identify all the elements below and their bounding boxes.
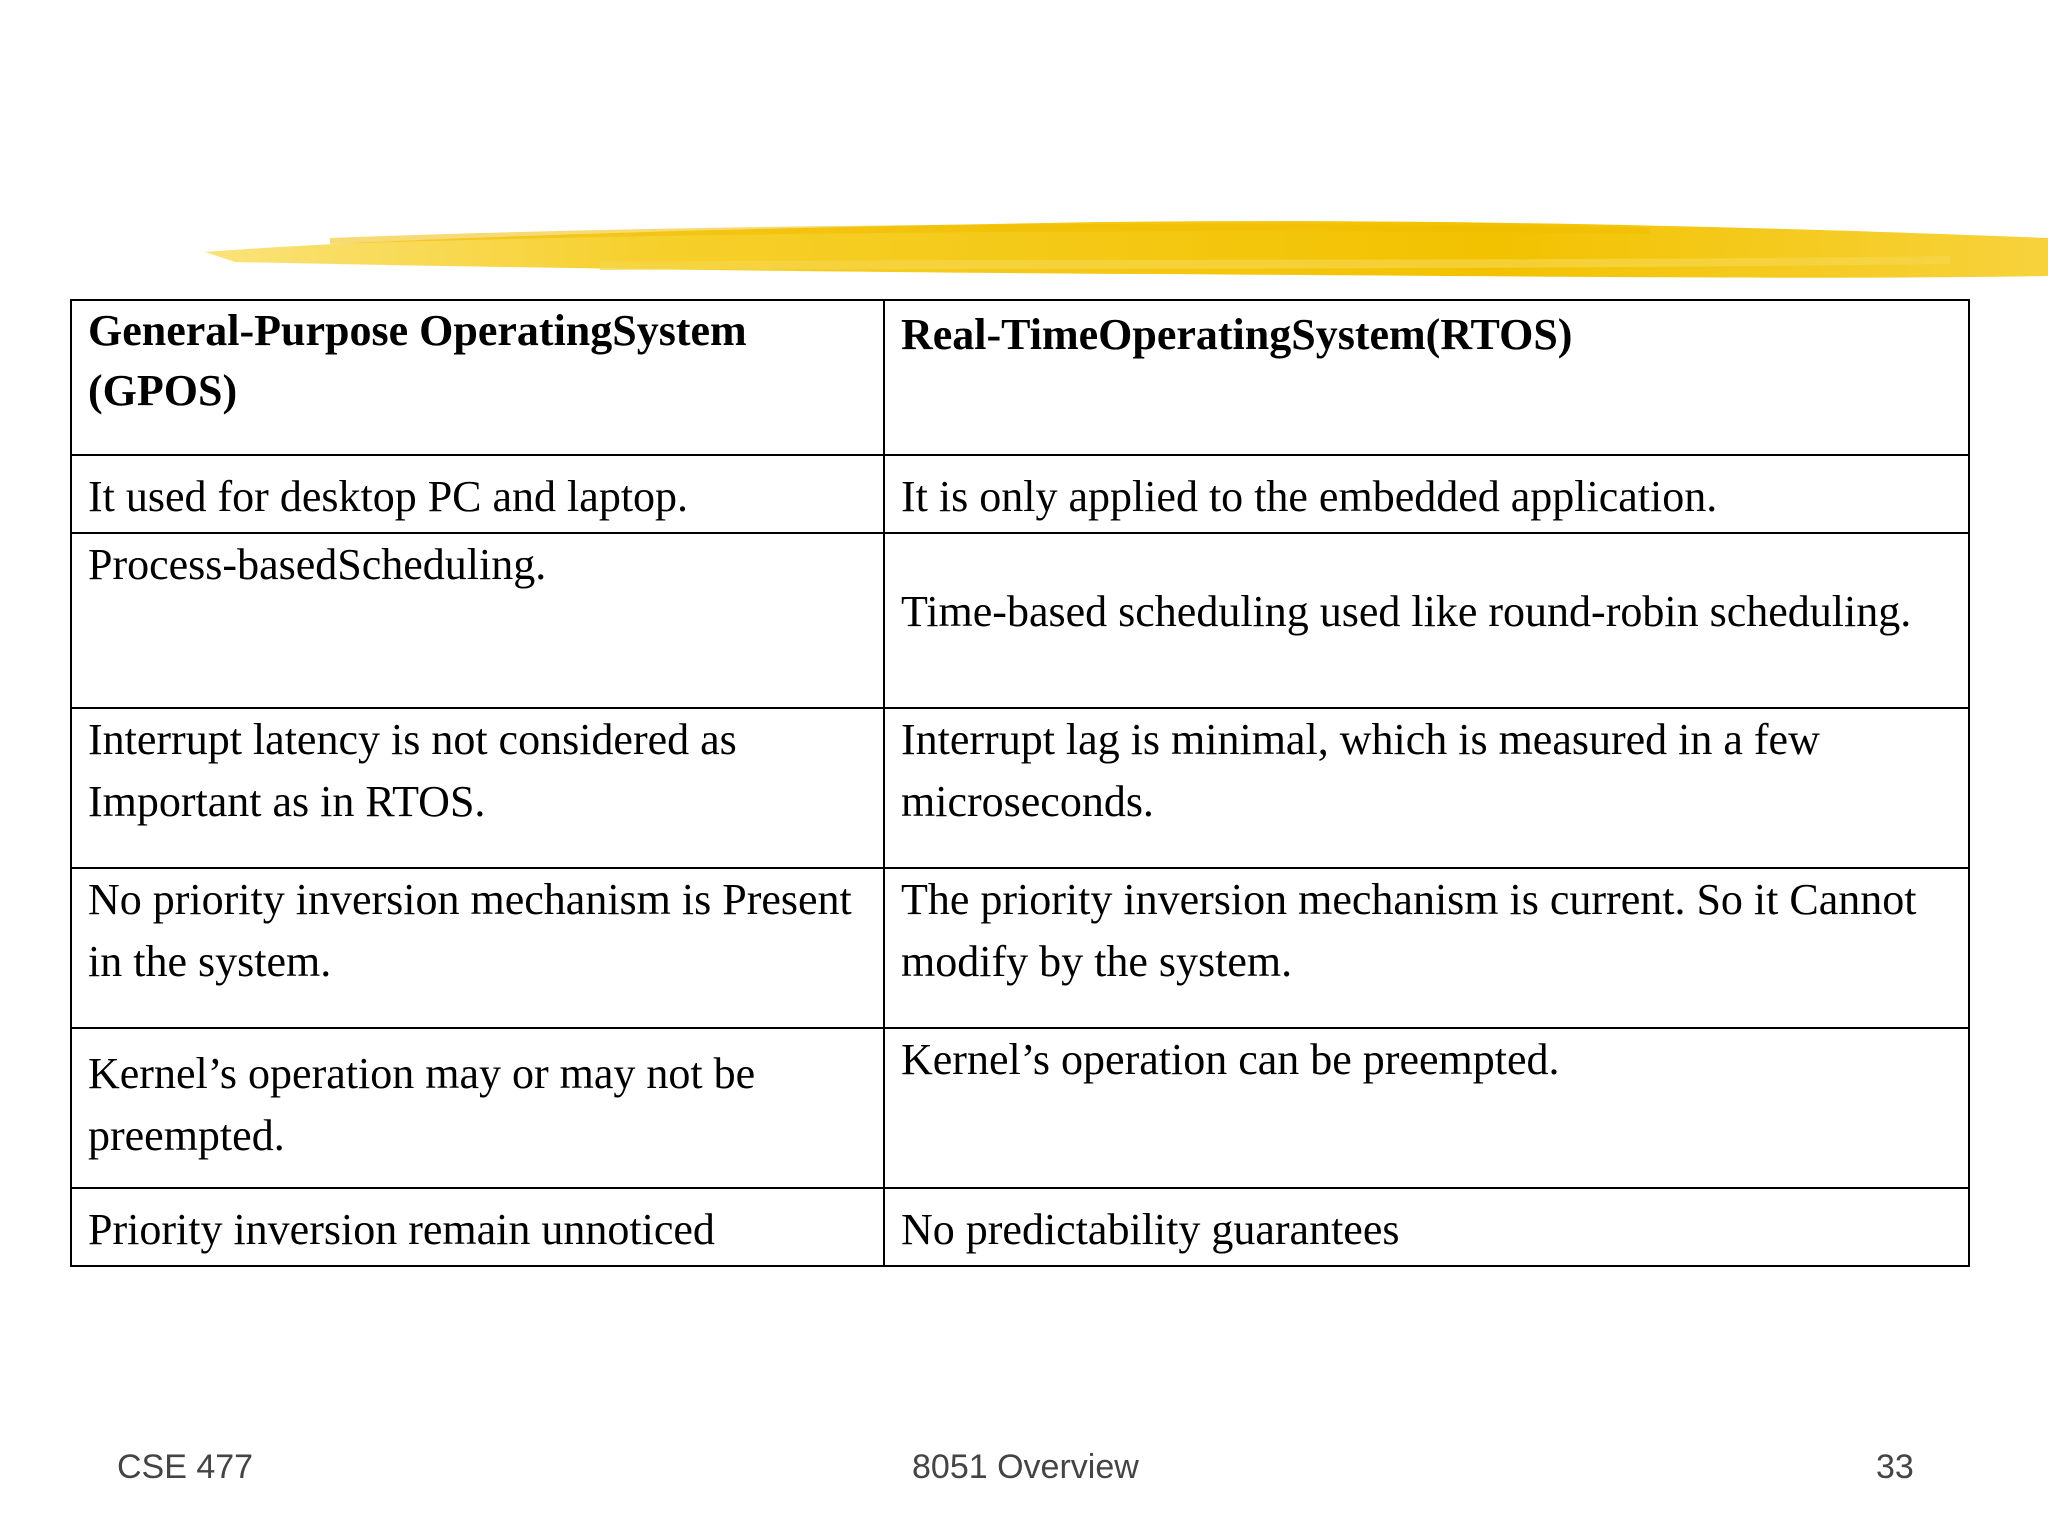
cell-gpos: It used for desktop PC and laptop. (71, 455, 884, 533)
footer-page-number: 33 (1876, 1448, 1914, 1486)
cell-gpos: Kernel’s operation may or may not be preempted. (71, 1028, 884, 1188)
table-row (71, 533, 1969, 708)
cell-gpos: No priority inversion mechanism is Present in the system. (71, 868, 884, 1028)
table-row (71, 455, 1969, 533)
footer-title: 8051 Overview (912, 1448, 1139, 1486)
decorative-highlighter-stroke (0, 0, 2048, 290)
cell-rtos: No predictability guarantees (884, 1188, 1969, 1266)
cell-rtos: Interrupt lag is minimal, which is measured in a few microseconds. (884, 708, 1969, 868)
cell-rtos: It is only applied to the embedded application. (884, 455, 1969, 533)
header-rtos: Real-TimeOperatingSystem(RTOS) (884, 300, 1969, 455)
table-row (71, 1188, 1969, 1266)
cell-gpos: Process-basedScheduling. (71, 533, 884, 708)
footer-course: CSE 477 (117, 1448, 254, 1486)
table-row (71, 708, 1969, 868)
table-row (71, 1028, 1969, 1188)
comparison-table (70, 299, 1970, 1267)
table-row (71, 868, 1969, 1028)
cell-gpos: Interrupt latency is not considered as Important as in RTOS. (71, 708, 884, 868)
cell-gpos: Priority inversion remain unnoticed (71, 1188, 884, 1266)
table-header-row (71, 300, 1969, 455)
cell-rtos: Time-based scheduling used like round-robin scheduling. (884, 533, 1969, 708)
cell-rtos: The priority inversion mechanism is current. So it Cannot modify by the system. (884, 868, 1969, 1028)
cell-rtos: Kernel’s operation can be preempted. (884, 1028, 1969, 1188)
header-gpos: General-Purpose OperatingSystem (GPOS) (71, 300, 884, 455)
